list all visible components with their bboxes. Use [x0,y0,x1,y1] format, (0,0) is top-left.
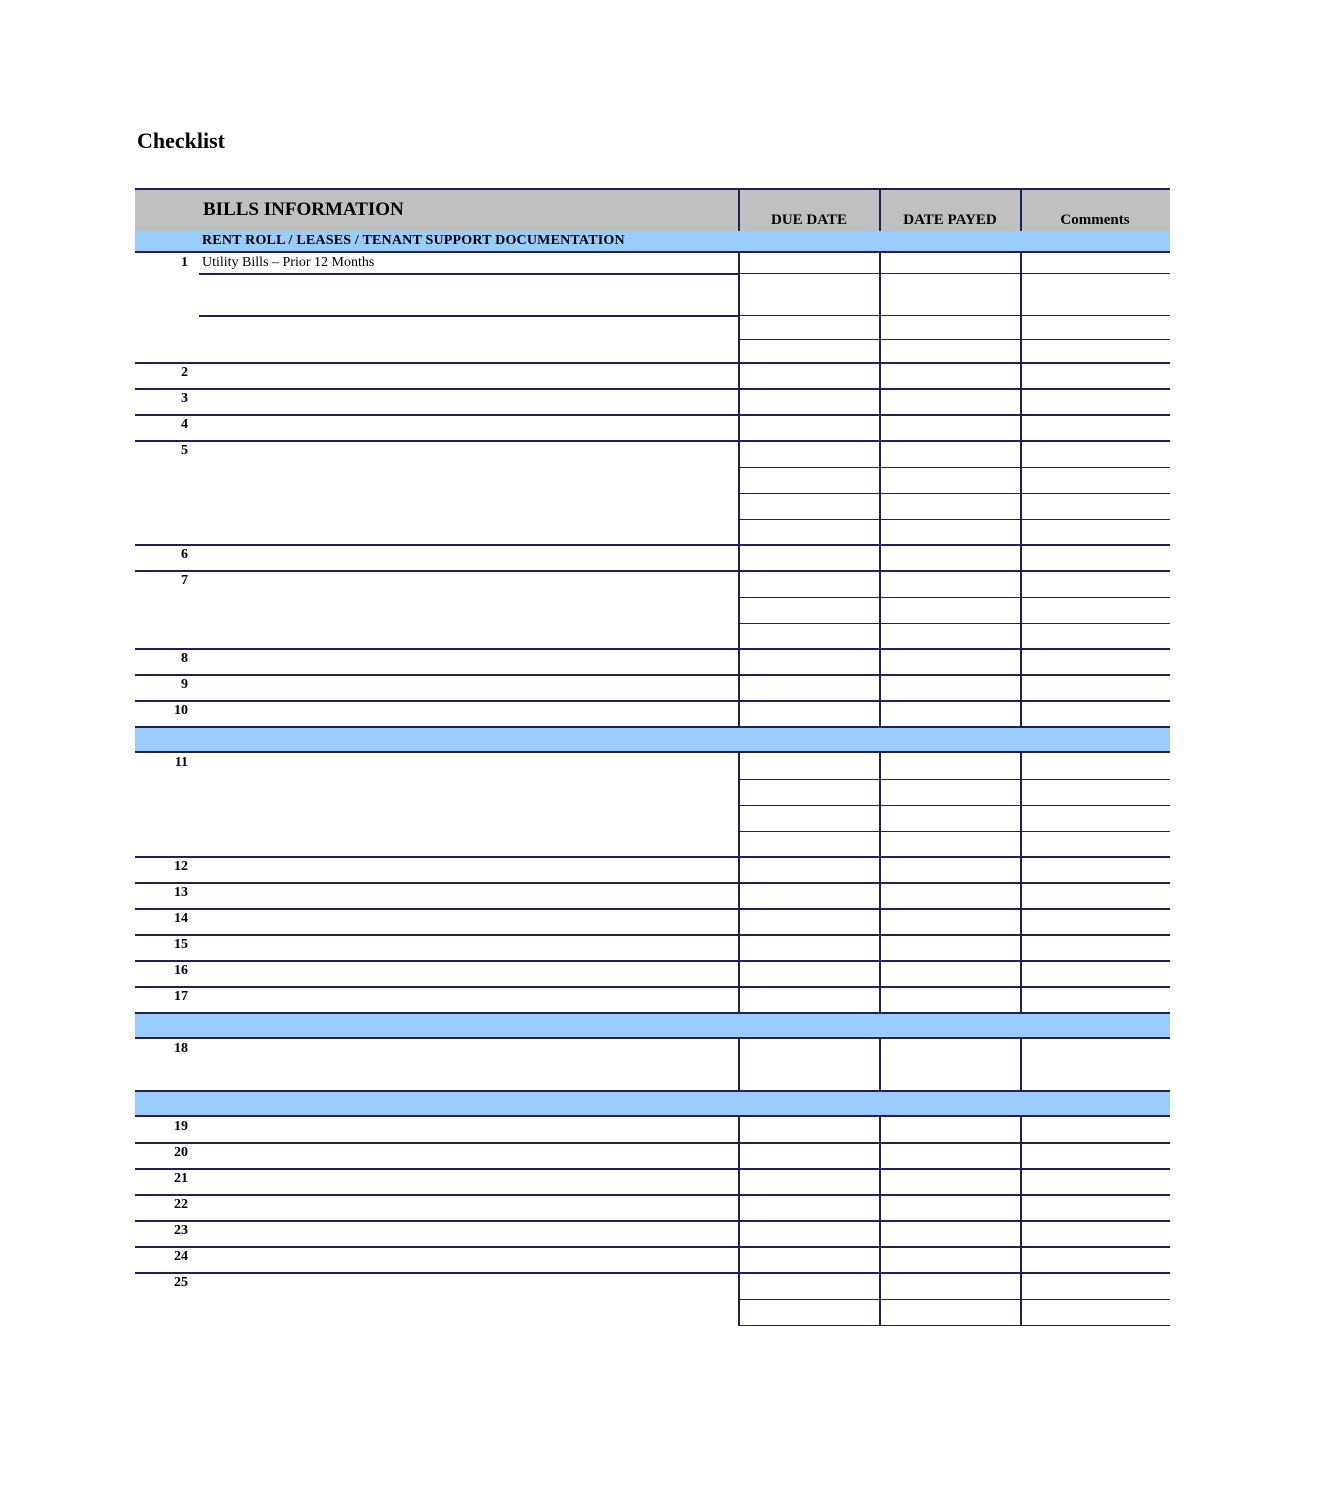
column-rule [1020,1116,1022,1142]
row-number: 2 [181,365,188,380]
row-number: 10 [174,703,188,718]
column-rule [738,440,740,544]
section-bottom-rule [135,251,1170,253]
header-bills-information: BILLS INFORMATION [203,199,404,220]
column-rule [879,1194,881,1220]
column-rule [879,700,881,726]
column-rule [879,856,881,882]
column-rule [738,648,740,674]
column-rule [1020,362,1022,388]
sub-row-rule [738,315,1170,316]
row-bottom-rule [135,674,1170,676]
sub-row-rule [738,1299,1170,1300]
column-rule [738,882,740,908]
row-description: Utility Bills – Prior 12 Months [202,255,375,270]
column-rule [738,934,740,960]
sub-row-rule [738,623,1170,624]
row-bottom-rule [135,986,1170,988]
row-number: 5 [181,443,188,458]
row-number: 3 [181,391,188,406]
sub-row-rule [738,831,1170,832]
column-rule [879,934,881,960]
row-bottom-rule [135,1168,1170,1170]
row-bottom-rule [135,388,1170,390]
column-rule [738,1168,740,1194]
sub-row-rule [738,339,1170,340]
band-rule [135,726,1170,728]
column-rule [738,252,740,362]
column-rule [1020,856,1022,882]
column-rule [879,544,881,570]
row-bottom-rule [135,440,1170,442]
band-rule [135,1115,1170,1117]
row-number: 7 [181,573,188,588]
column-rule [1020,986,1022,1012]
column-rule [879,1220,881,1246]
row-number: 6 [181,547,188,562]
column-rule [1020,752,1022,856]
row-number: 17 [174,989,188,1004]
row-bottom-rule [135,960,1170,962]
row-number: 15 [174,937,188,952]
column-rule [1020,1168,1022,1194]
row-number: 18 [174,1041,188,1056]
header-top-rule [135,188,1170,190]
row-bottom-rule [135,934,1170,936]
band-rule [135,1012,1170,1014]
column-rule [1020,1246,1022,1272]
row-number: 4 [181,417,188,432]
column-rule [1020,908,1022,934]
header-due-date: DUE DATE [771,212,847,228]
text-sub-rule [199,273,738,275]
sub-row-rule [738,273,1170,274]
column-rule [879,440,881,544]
row-number: 12 [174,859,188,874]
text-sub-rule [199,315,738,317]
column-rule [1020,1142,1022,1168]
column-rule [1020,882,1022,908]
column-rule [738,674,740,700]
band-rule [135,751,1170,753]
column-rule [738,700,740,726]
column-rule [738,388,740,414]
column-rule [738,856,740,882]
row-bottom-rule [135,1194,1170,1196]
column-rule [879,570,881,648]
column-rule [738,986,740,1012]
row-number: 14 [174,911,188,926]
page-title: Checklist [137,128,225,153]
column-rule [879,388,881,414]
sub-row-rule [738,597,1170,598]
column-rule [1020,1038,1022,1090]
column-rule [879,1116,881,1142]
row-bottom-rule [135,362,1170,364]
column-rule [1020,1194,1022,1220]
column-rule [738,752,740,856]
column-rule [1020,674,1022,700]
column-rule [1020,252,1022,362]
row-bottom-rule [135,544,1170,546]
column-rule [738,570,740,648]
row-number: 24 [174,1249,188,1264]
row-bottom-rule [135,700,1170,702]
row-number: 21 [174,1171,188,1186]
column-rule [1020,960,1022,986]
column-rule [738,544,740,570]
column-rule [1020,544,1022,570]
header-date-payed: DATE PAYED [903,212,997,228]
column-rule [738,1142,740,1168]
column-rule [738,362,740,388]
column-rule [879,1142,881,1168]
column-rule [738,1220,740,1246]
column-rule [879,1168,881,1194]
column-rule [738,908,740,934]
column-rule [1020,388,1022,414]
sub-row-rule [738,467,1170,468]
row-bottom-rule [135,570,1170,572]
column-rule [1020,1220,1022,1246]
column-rule [879,882,881,908]
row-bottom-rule [135,648,1170,650]
column-rule [738,1194,740,1220]
column-rule [879,362,881,388]
row-number: 8 [181,651,188,666]
row-number: 13 [174,885,188,900]
row-number: 1 [181,255,188,270]
row-bottom-rule [738,1325,1170,1326]
section-band-4 [135,1091,1170,1116]
row-bottom-rule [135,1220,1170,1222]
band-rule [135,1090,1170,1092]
row-number: 23 [174,1223,188,1238]
column-rule [879,1246,881,1272]
column-rule [738,960,740,986]
column-rule [879,252,881,362]
row-bottom-rule [135,1272,1170,1274]
column-rule [738,414,740,440]
header-column-rule [1020,188,1022,231]
row-number: 25 [174,1275,188,1290]
header-comments: Comments [1060,212,1130,228]
column-rule [879,908,881,934]
column-rule [879,986,881,1012]
row-bottom-rule [135,1246,1170,1248]
column-rule [738,1246,740,1272]
sub-row-rule [738,805,1170,806]
section-band-3 [135,1013,1170,1038]
row-number: 19 [174,1119,188,1134]
sub-row-rule [738,779,1170,780]
row-bottom-rule [135,908,1170,910]
column-rule [738,1116,740,1142]
column-rule [879,414,881,440]
row-number: 9 [181,677,188,692]
row-bottom-rule [135,414,1170,416]
row-number: 16 [174,963,188,978]
header-column-rule [879,188,881,231]
column-rule [879,1038,881,1090]
column-rule [1020,440,1022,544]
section-band-2 [135,727,1170,752]
band-rule [135,1037,1170,1039]
row-number: 11 [174,755,188,770]
column-rule [879,648,881,674]
column-rule [879,960,881,986]
row-bottom-rule [135,1142,1170,1144]
row-number: 22 [174,1197,188,1212]
section-label-rent-roll: RENT ROLL / LEASES / TENANT SUPPORT DOCUMENTATION [202,233,625,248]
column-rule [1020,934,1022,960]
row-bottom-rule [135,856,1170,858]
column-rule [879,674,881,700]
row-bottom-rule [135,882,1170,884]
header-column-rule [738,188,740,231]
column-rule [879,752,881,856]
column-rule [1020,570,1022,648]
row-number: 20 [174,1145,188,1160]
column-rule [1020,414,1022,440]
sub-row-rule [738,493,1170,494]
column-rule [738,1038,740,1090]
column-rule [1020,648,1022,674]
sub-row-rule [738,519,1170,520]
column-rule [1020,700,1022,726]
